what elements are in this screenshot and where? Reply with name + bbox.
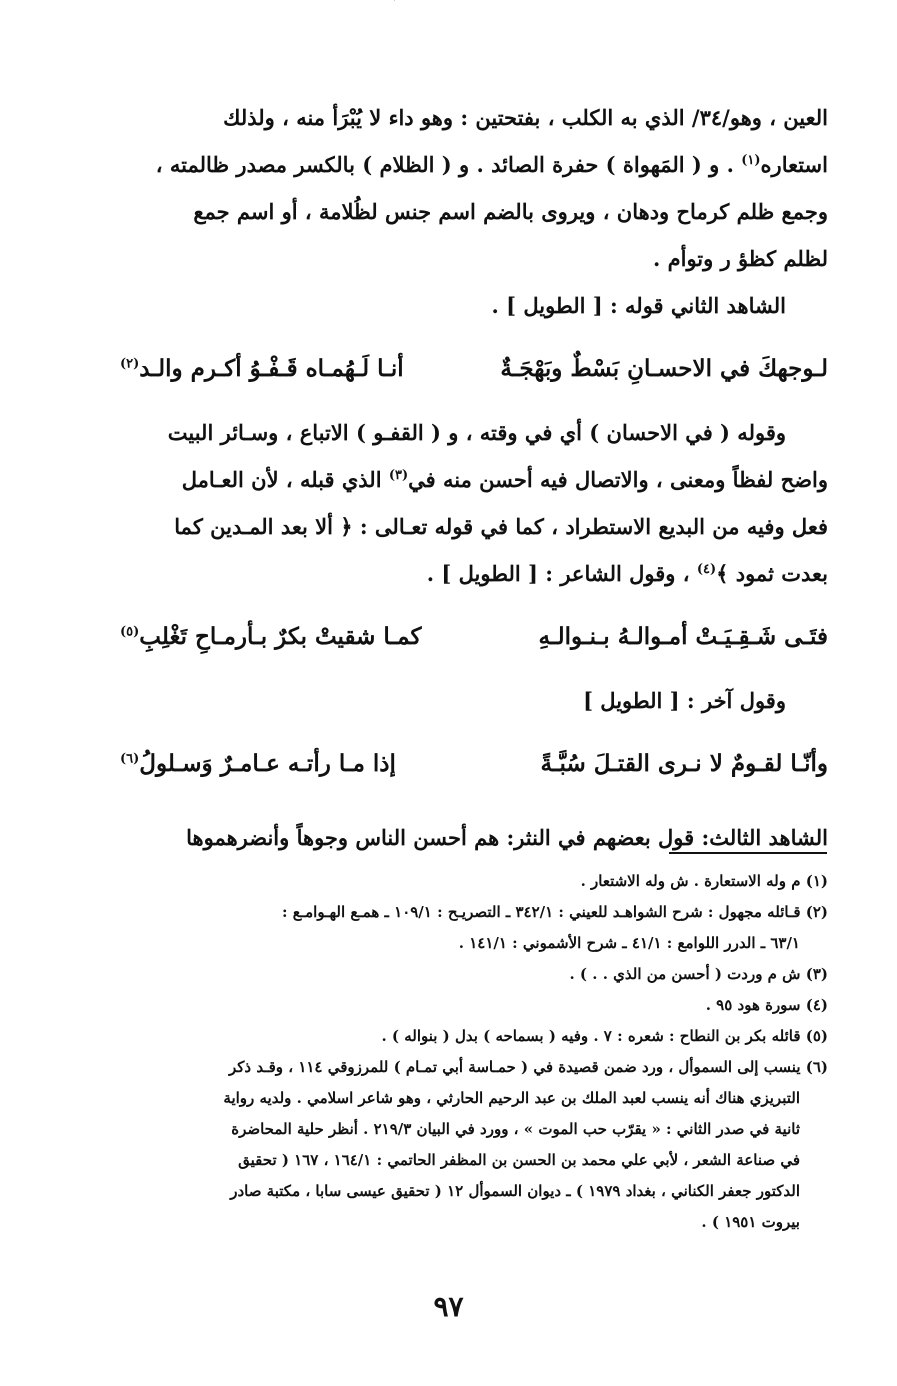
footnote-3: (٣) ش م وردت ( أحسن من الذي . . ) . — [569, 965, 828, 983]
footnote-ref-2: (٢) — [120, 356, 140, 372]
footnote-1: (١) م وله الاستعارة . ش وله الاشتعار . — [580, 872, 828, 890]
main-text — [120, 94, 828, 861]
verse-2-first-hemistich: فتَـى شَـقِـيَـتْ أمـوالـهُ بـنـوالـهِ — [538, 623, 828, 650]
verse-1 — [120, 341, 828, 397]
footnote-ref-6: (٦) — [120, 751, 140, 767]
text-line — [120, 456, 828, 503]
footnote-6-cont: التبريزي هناك أنه ينسب لعبد الملك بن عبد الرحيم الحارثي ، وهو شاعر اسلامي . ولديه رواية — [223, 1089, 800, 1107]
text-span: واضح لفظاً ومعنى ، والاتصال فيه أحسن منه في — [408, 467, 828, 492]
footnote-ref-1: (١) — [741, 153, 761, 168]
text-line: لظلم كظؤ ر وتوأم . — [653, 246, 828, 271]
text-line: وجمع ظلم كرماح ودهان ، ويروى بالضم اسم جنس لظُلامة ، أو اسم جمع — [193, 199, 828, 224]
text-span: كمـا شقيتْ بكرٌ بـأرمـاحِ تَغْلِبِ — [139, 623, 422, 650]
footnotes — [120, 866, 828, 1238]
footnote-divider — [669, 852, 827, 854]
footnote-ref-4: (٤) — [696, 562, 717, 577]
footnote-2-cont: ٦٣/١ ـ الدرر اللوامع : ٤١/١ ـ شرح الأشموني : ١٤١/١ . — [458, 934, 800, 952]
footnote-6-cont: الدكتور جعفر الكناني ، بغداد ١٩٧٩ ) ـ ديوان السموأل ١٢ ( تحقيق عيسى سابا ، مكتبة صادر — [230, 1182, 800, 1200]
verse-1-first-hemistich: لـوجهكَ في الاحسـانِ بَسْطٌ وبَهْجَـةٌ — [500, 355, 828, 382]
verse-1-second-hemistich — [120, 341, 404, 397]
footnote-5: (٥) قائله بكر بن النطاح : شعره : ٧ . وفيه ( بسماحه ) بدل ( بنواله ) . — [381, 1027, 828, 1045]
footnote-4: (٤) سورة هود ٩٥ . — [705, 996, 828, 1014]
footnote-ref-5: (٥) — [120, 624, 140, 640]
text-span: استعاره — [760, 152, 828, 177]
verse-3-second-hemistich — [120, 736, 396, 792]
footnote-6: (٦) ينسب إلى السموأل ، ورد ضمن قصيدة في ( حمـاسة أبي تمـام ) للمرزوقي ١١٤ ، وقـد ذكر — [229, 1058, 828, 1076]
page-number: ٩٧ — [433, 1290, 464, 1323]
text-span: بعدت ثمود ﴾ — [716, 561, 828, 586]
text-span: ، وقول الشاعر : [ الطويل ] . — [426, 561, 697, 586]
text-span: إذا مـا رأتـه عـامـرٌ وَسـلولُ — [139, 750, 396, 777]
witness-3: الشاهد الثالث: قول بعضهم في النثر: هم أحسن الناس وجوهاً وأنضرهموها — [186, 825, 828, 850]
verse-3 — [120, 736, 828, 792]
text-line: وقوله ( في الاحسان ) أي في وقته ، و ( القفـو ) الاتباع ، وسـائر البيت — [167, 420, 786, 445]
another-poet-intro: وقول آخر : [ الطويل ] — [583, 688, 786, 713]
text-span: الذي قبله ، لأن العـامل — [181, 467, 389, 492]
text-span: . و ( المَهواة ) حفرة الصائد . و ( الظلام ) بالكسر مصدر ظالمته ، — [155, 152, 734, 177]
footnote-6-cont: ثانية في صدر الثاني : « يقرّب حب الموت » ، وورد في البيان ٢١٩/٣ . أنظر حلية المحاضرة — [231, 1120, 800, 1138]
witness-2-intro: الشاهد الثاني قوله : [ الطويل ] . — [491, 293, 786, 318]
verse-3-first-hemistich: وأنّـا لقـومٌ لا نـرى القتـلَ سُبَّـةً — [540, 750, 828, 777]
text-line: فعل وفيه من البديع الاستطراد ، كما في قوله تعـالى : ﴿ ألا بعد المـدين كما — [174, 514, 828, 539]
scan-mark: ˇ — [392, 0, 397, 10]
text-span: أنـا لَـهُمـاه قَـفْـوُ أكـرم والـد — [139, 355, 404, 382]
text-line — [120, 550, 828, 597]
verse-2 — [120, 609, 828, 665]
text-line — [120, 141, 828, 188]
text-line: العين ، وهو/٣٤/ الذي به الكلب ، بفتحتين : وهو داء لا يُبْرَأ منه ، ولذلك — [223, 105, 828, 130]
footnote-2: (٢) قـائله مجهول : شرح الشواهـد للعيني : ٣٤٢/١ ـ التصريـح : ١٠٩/١ ـ همـع الهـوامـع : — [281, 903, 828, 921]
verse-2-second-hemistich — [120, 609, 421, 665]
footnote-ref-3: (٣) — [388, 468, 409, 483]
footnote-6-cont: بيروت ١٩٥١ ) . — [701, 1213, 800, 1231]
footnote-6-cont: في صناعة الشعر ، لأبي علي محمد بن الحسن بن المظفر الحاتمي : ١٦٤/١ ، ١٦٧ ( تحقيق — [238, 1151, 800, 1169]
